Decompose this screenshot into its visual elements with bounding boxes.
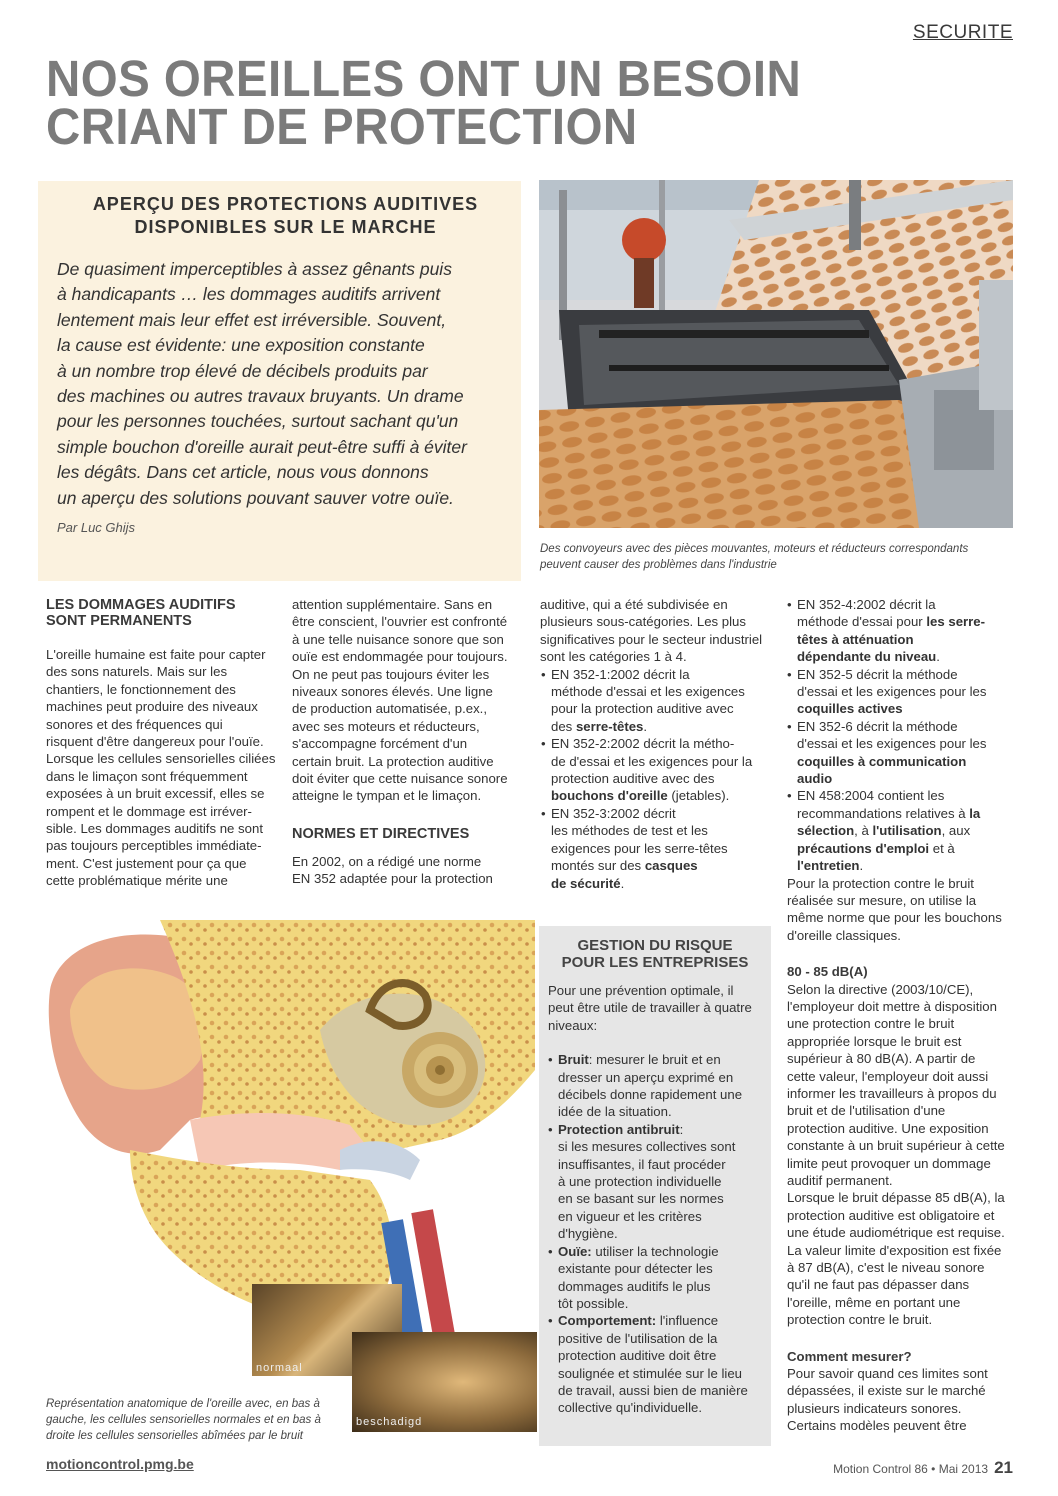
bold-term: coquilles à communication	[797, 753, 967, 769]
body-line: d'essai et les exigences pour les	[797, 684, 987, 700]
body-line: bruit et de l'utilisation d'une	[787, 1103, 946, 1119]
text-run: méthode d'essai pour	[797, 614, 927, 630]
body-line: • EN 352-6 décrit la méthode	[797, 718, 958, 734]
list-item	[797, 718, 1017, 788]
body-line: décibels donne rapidement une	[558, 1087, 743, 1103]
bold-term: audio	[797, 771, 833, 787]
body-line: limite peut provoquer un dommage	[787, 1155, 991, 1171]
list-item	[558, 1051, 770, 1121]
body-line: protection auditive avec des	[551, 771, 715, 787]
intro-title-line: APERÇU DES PROTECTIONS AUDITIVES	[92, 194, 479, 214]
image-label: normaal	[256, 1362, 303, 1374]
body-line: Pour savoir quand ces limites sont	[787, 1366, 988, 1382]
body-line: en vigueur et les critères	[558, 1208, 702, 1224]
body-line: auditif permanent.	[787, 1173, 893, 1188]
body-line: protection auditive. Une exposition	[787, 1120, 989, 1136]
body-line: cette problématique mérite une	[46, 873, 228, 889]
body-line: de travail, aussi bien de manière	[558, 1382, 748, 1398]
column-4	[787, 596, 1017, 1435]
body-line: une protection contre le bruit	[787, 1016, 955, 1032]
list-item	[797, 787, 1017, 874]
body-line	[551, 787, 770, 804]
body-line: être conscient, l'ouvrier est confronté	[292, 614, 508, 630]
text-run: .	[643, 718, 648, 734]
section-heading: NORMES ET DIRECTIVES	[292, 825, 470, 842]
body-line: des sons naturels. Mais sur les	[46, 664, 228, 680]
body-line: méthode d'essai et les exigences	[551, 684, 745, 700]
list-item	[558, 1243, 770, 1313]
body-line: collective qu'individuelle.	[558, 1400, 703, 1416]
bold-term: Comportement:	[558, 1313, 657, 1329]
body-line	[797, 770, 1017, 787]
page-title-line: NOS OREILLES ONT UN BESOIN	[46, 50, 802, 107]
body-line	[558, 1312, 770, 1329]
text-run: :	[679, 1121, 684, 1137]
intro-line: lentement mais leur effet est irréversible. Souvent,	[57, 309, 447, 330]
body-line	[551, 875, 770, 892]
text-run: utiliser la technologie	[591, 1243, 719, 1259]
bold-term: bouchons d'oreille	[551, 788, 668, 804]
body-line: plusieurs indicateurs sonores.	[787, 1400, 962, 1416]
sidebar-title-line: GESTION DU RISQUE	[577, 937, 733, 954]
bold-term: casques	[644, 858, 698, 874]
body-line	[797, 700, 1017, 717]
body-line	[558, 1121, 770, 1138]
body-line: Selon la directive (2003/10/CE),	[787, 981, 974, 997]
page-number: 21	[994, 1458, 1013, 1477]
body-line: L'oreille humaine est faite pour capter	[46, 647, 266, 662]
body-line: niveaux:	[548, 1017, 598, 1033]
bold-term: de sécurité	[551, 875, 621, 891]
body-line: doit éviter que cette nuisance sonore	[292, 771, 508, 787]
body-line: s'accompagne forcément d'un	[292, 736, 468, 752]
body-line: soulignée et stimulée sur le lieu	[558, 1365, 742, 1381]
body-line: auditive, qui a été subdivisée en	[540, 597, 728, 612]
body-line: d'oreille classiques.	[787, 927, 901, 943]
intro-line: la cause est évidente: une exposition constante	[57, 335, 425, 356]
sidebar-title-line: POUR LES ENTREPRISES	[561, 954, 749, 971]
bold-term: l'utilisation	[872, 823, 942, 839]
damaged-cells-image	[352, 1332, 537, 1432]
body-line: dans le limaçon sont fréquemment	[46, 768, 248, 784]
body-line	[797, 753, 1017, 770]
body-line: protection auditive est obligatoire et	[787, 1207, 995, 1223]
body-line: ment. C'est justement pour ça que	[46, 855, 247, 871]
heading-line: SONT PERMANENTS	[46, 613, 192, 629]
body-line: exposées à un bruit excessif, elles se	[46, 786, 265, 802]
text-run: recommandations relatives à	[797, 805, 970, 821]
body-line: dresser un aperçu exprimé en	[558, 1069, 734, 1085]
intro-line: simple bouchon d'oreille aurait peut-être suffi à éviter	[57, 436, 467, 457]
caption-line: peuvent causer des problèmes dans l'industrie	[540, 559, 777, 571]
caption-line: gauche, les cellules sensorielles normales et en bas à	[46, 1414, 321, 1426]
image-label: beschadigd	[356, 1416, 423, 1428]
body-line: tôt possible.	[558, 1295, 629, 1311]
body-line: les méthodes de test et les	[551, 823, 708, 839]
caption-line: droite les cellules sensorielles abîmées par le bruit	[46, 1430, 303, 1442]
body-line: sonores et des fréquences qui	[46, 716, 223, 732]
text-run: .	[936, 649, 940, 665]
subheading: 80 - 85 dB(A)	[787, 964, 868, 980]
body-line: sible. Les dommages auditifs ne sont	[46, 821, 263, 837]
body-line: dommages auditifs le plus	[558, 1278, 711, 1294]
body-line: • EN 352-4:2002 décrit la	[797, 597, 936, 612]
body-line: pour la protection auditive avec	[551, 701, 734, 717]
body-line	[797, 805, 1017, 822]
footer-url-link[interactable]: motioncontrol.pmg.be	[46, 1456, 194, 1472]
sidebar-body	[548, 982, 770, 1417]
body-line: Lorsque le bruit dépasse 85 dB(A), la	[787, 1190, 1005, 1206]
body-line: une étude audiométrique est requise.	[787, 1225, 1005, 1241]
text-run: , à	[854, 823, 873, 839]
body-line: l'oreille, même en portant une	[787, 1294, 961, 1310]
bold-term: dépendante du niveau	[797, 649, 937, 665]
bold-term: Protection antibruit	[558, 1121, 680, 1137]
list-item	[551, 805, 770, 892]
bold-term: l'entretien	[797, 858, 860, 874]
body-line: On ne peut pas toujours éviter les	[292, 666, 490, 682]
page-title	[46, 50, 802, 155]
body-line	[797, 648, 1017, 665]
footer-issue	[833, 1458, 1013, 1478]
body-line: cette valeur, l'employeur doit aussi	[787, 1068, 989, 1084]
list-item	[797, 596, 1017, 666]
section-heading	[46, 597, 276, 629]
body-line: peut être utile de travailler à quatre	[548, 1000, 752, 1016]
body-line: l'employeur doit mettre à disposition	[787, 998, 997, 1014]
text-run: des	[551, 718, 576, 734]
bold-term: précautions d'emploi	[797, 840, 930, 856]
column-2	[292, 596, 524, 888]
body-line: existante pour détecter les	[558, 1261, 713, 1277]
text-run: .	[859, 858, 864, 874]
text-run: montés sur des	[551, 858, 645, 874]
intro-line: pour les personnes touchées, surtout sachant qu'un	[57, 411, 459, 432]
conveyor-photo	[539, 180, 1013, 528]
body-line: réalisée sur mesure, on utilise la	[787, 892, 977, 908]
caption-line: Représentation anatomique de l'oreille avec, en bas à	[46, 1398, 320, 1410]
body-line: certain bruit. La protection auditive	[292, 753, 494, 769]
body-line	[797, 822, 1017, 839]
body-line: risquent d'être dangereux pour l'ouïe.	[46, 734, 264, 750]
photo-caption	[540, 541, 968, 573]
body-line: • EN 352-2:2002 décrit la métho-	[551, 736, 735, 752]
body-line: d'hygiène.	[558, 1226, 618, 1242]
body-line: d'essai et les exigences pour les	[797, 736, 987, 752]
body-line: qu'il ne faut pas dépasser dans	[787, 1277, 970, 1293]
body-line: ouïe est endommagée pour toujours.	[292, 649, 508, 665]
list-item	[558, 1312, 770, 1416]
body-line	[797, 613, 1017, 630]
intro-title	[58, 193, 513, 239]
body-line: • EN 352-5 décrit la méthode	[797, 666, 958, 682]
body-line: rompent et le dommage est irréver-	[46, 803, 252, 819]
page-title-line: CRIANT DE PROTECTION	[46, 98, 638, 155]
list-item	[551, 666, 770, 736]
text-run: l'influence	[656, 1313, 719, 1329]
body-line: niveaux sonores élevés. Une ligne	[292, 684, 493, 700]
section-tag: SECURITE	[912, 22, 1013, 43]
text-run: : mesurer le bruit et en	[588, 1052, 721, 1068]
body-line: protection auditive doit être	[558, 1348, 717, 1364]
body-line: de d'essai et les exigences pour la	[551, 753, 753, 769]
body-line: • EN 352-1:2002 décrit la	[551, 666, 690, 682]
body-line	[797, 631, 1017, 648]
intro-line: des machines ou autres travaux bruyants. Un drame	[57, 386, 464, 407]
body-line	[558, 1243, 770, 1260]
body-line: Pour la protection contre le bruit	[787, 875, 974, 891]
bold-term: coquilles actives	[797, 701, 903, 717]
body-line	[551, 718, 770, 735]
intro-line: les dégâts. Dans cet article, nous vous donnons	[57, 462, 429, 483]
body-line: plusieurs sous-catégories. Les plus	[540, 614, 746, 630]
bold-term: la	[969, 805, 981, 821]
list-item	[797, 666, 1017, 718]
ear-caption	[46, 1396, 321, 1444]
sidebar-title	[545, 937, 765, 971]
intro-line: un aperçu des solutions pouvant sauver votre ouïe.	[57, 487, 454, 508]
body-line: à 87 dB(A), c'est le niveau sonore	[787, 1260, 985, 1276]
bold-term: sélection	[797, 823, 855, 839]
column-3	[540, 596, 770, 892]
body-line: supérieur à 80 dB(A). A partir de	[787, 1051, 976, 1067]
body-line: sont les catégories 1 à 4.	[540, 649, 687, 665]
bold-term: Ouïe:	[558, 1243, 592, 1259]
intro-line: à handicapants … les dommages auditifs arrivent	[57, 284, 441, 305]
body-line: Certains modèles peuvent être	[787, 1418, 967, 1434]
body-line: chantiers, le fonctionnement des	[46, 681, 236, 697]
body-line: constante à un bruit supérieur à cette	[787, 1138, 1005, 1154]
body-line: insuffisantes, il faut procéder	[558, 1156, 726, 1172]
body-line: même norme que pour les bouchons	[787, 910, 1002, 926]
text-run: .	[620, 875, 625, 891]
byline: Par Luc Ghijs	[57, 520, 136, 535]
heading-line: LES DOMMAGES AUDITIFS	[46, 597, 236, 613]
body-line: exigences pour les serre-têtes	[551, 840, 728, 856]
body-line: EN 352 adaptée pour la protection	[292, 871, 493, 887]
body-line: pas toujours perceptibles immédiate-	[46, 838, 262, 854]
body-line: • EN 352-3:2002 décrit	[551, 805, 676, 821]
body-line: atteigne le tympan et le limaçon.	[292, 788, 482, 804]
intro-text	[57, 257, 517, 511]
text-run: et à	[929, 840, 955, 856]
body-line: en se basant sur les normes	[558, 1191, 724, 1207]
issue-label: Motion Control 86 • Mai 2013	[833, 1462, 989, 1476]
body-line: dépassées, il existe sur le marché	[787, 1383, 986, 1399]
body-line: idée de la situation.	[558, 1104, 672, 1120]
bold-term: les serre-	[926, 614, 986, 630]
list-item	[558, 1121, 770, 1243]
list-item	[551, 735, 770, 805]
bold-term: serre-têtes	[575, 718, 644, 734]
body-line: protection contre le bruit.	[787, 1312, 933, 1328]
body-line	[797, 857, 1017, 874]
body-line: appropriée lorsque le bruit est	[787, 1033, 962, 1049]
body-line: à une protection individuelle	[558, 1174, 722, 1190]
body-line: à une telle nuisance sonore que son	[292, 631, 504, 647]
intro-title-line: DISPONIBLES SUR LE MARCHE	[134, 217, 437, 237]
body-line: En 2002, on a rédigé une norme	[292, 853, 482, 869]
body-line: Pour une prévention optimale, il	[548, 983, 734, 998]
column-1	[46, 597, 276, 890]
subheading: Comment mesurer?	[787, 1348, 912, 1364]
body-line: Lorsque les cellules sensorielles ciliées	[46, 751, 276, 767]
intro-line: De quasiment imperceptibles à assez gênants puis	[57, 259, 452, 279]
body-line: positive de l'utilisation de la	[558, 1330, 718, 1346]
body-line: La valeur limite d'exposition est fixée	[787, 1242, 1002, 1258]
text-run: , aux	[941, 823, 971, 839]
body-line: si les mesures collectives sont	[558, 1139, 736, 1155]
body-line	[551, 857, 770, 874]
body-line	[797, 840, 1017, 857]
intro-line: à un nombre trop élevé de décibels produits par	[57, 360, 428, 381]
body-line: de production automatisée, p.ex.,	[292, 701, 488, 717]
caption-line: Des convoyeurs avec des pièces mouvantes, moteurs et réducteurs correspondants	[540, 543, 969, 555]
body-line	[558, 1051, 770, 1068]
bold-term: têtes à atténuation	[797, 631, 914, 647]
body-line: machines peut produire des niveaux	[46, 699, 258, 715]
text-run: (jetables).	[667, 788, 730, 804]
body-line: • EN 458:2004 contient les	[797, 788, 945, 804]
bold-term: Bruit	[558, 1052, 589, 1068]
body-line: avec ses moteurs et réducteurs,	[292, 718, 480, 734]
body-line: attention supplémentaire. Sans en	[292, 597, 493, 612]
body-line: informer les travailleurs à propos du	[787, 1085, 997, 1101]
body-line: significatives pour le secteur industriel	[540, 631, 763, 647]
